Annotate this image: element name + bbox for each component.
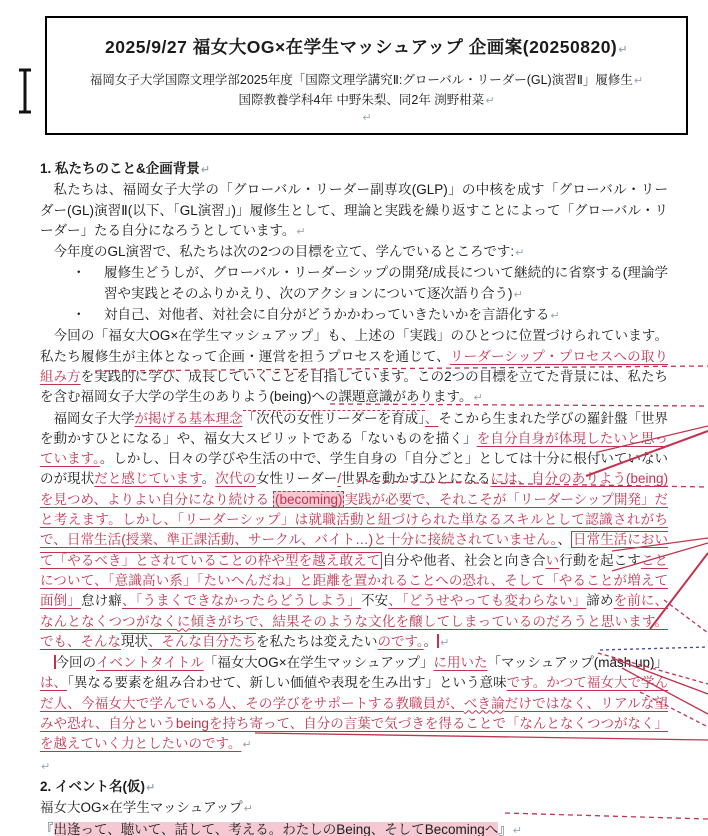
paragraph: [40, 242, 668, 263]
title-box: [45, 16, 688, 135]
inserted-text: 次代の: [215, 471, 256, 487]
inserted-text: です。かつて福女大で学んだ人、今福女大で学んでいる人、その学びをサポートする教職員が、: [40, 675, 669, 711]
paragraph-mark: ↵: [633, 75, 644, 87]
text-run: 1. 私たちのこと&企画背景: [40, 161, 200, 176]
inserted-text: に用いた: [433, 655, 488, 671]
inserted-text: が掲げる基本理念: [134, 410, 243, 426]
text-run: 対自己、対他者、対社会に自分がどうかかわっていきたいかを言語化する: [104, 307, 550, 323]
highlighted-text: (becoming): [274, 491, 343, 507]
document-body: [40, 159, 668, 836]
text-run: 諦め: [586, 593, 614, 609]
text-cursor-ibeam[interactable]: [15, 66, 35, 116]
inserted-text: だと感じています: [94, 471, 202, 487]
text-run: 福女大OG×在学生マッシュアップ: [40, 800, 243, 816]
boxed-revision-text: 日常生活において「やるべき」とされていることの枠や型を越え敢えて: [40, 532, 669, 568]
paragraph-mark: ↵: [146, 781, 156, 794]
text-run: 自分や他者、社会と向き合: [382, 552, 546, 568]
text-run: 行動を起こす: [559, 552, 641, 568]
paragraph: [40, 409, 668, 654]
text-run: 不安: [360, 593, 389, 609]
inserted-text: には、自分のありよう(being)を見つめ、よりよい自分になり続ける: [40, 471, 669, 507]
text-run: 女性リーダー: [255, 471, 338, 487]
inserted-text: 、そんな自分たち: [148, 633, 256, 649]
paragraph-mark: ↵: [296, 225, 306, 238]
inserted-text: べき論: [463, 695, 505, 711]
paragraph-mark: ↵: [513, 288, 523, 301]
paragraph-mark: ↵: [242, 739, 252, 752]
paragraph: [53, 111, 680, 131]
inserted-text: /: [337, 471, 342, 487]
text-run: 現状: [121, 633, 148, 649]
bullet-marker: ・: [72, 265, 86, 281]
inserted-text: のです。: [377, 633, 424, 649]
text-run: そこから生まれた学びの羅針盤「世界を動かすひとになる」や、福女大スピリットである「ないものを描く」: [40, 410, 669, 446]
text-run: 怠け癖: [80, 593, 122, 609]
text-run: 福岡女子大学国際文理学部2025年度「国際文理学講究Ⅱ:グローバル・リーダー(GL)演習Ⅱ」履修生: [89, 73, 633, 87]
paragraph-mark: ↵: [41, 760, 51, 773]
text-run: 「マッシュアップ(mash up)」: [487, 655, 669, 671]
paragraph: [40, 180, 668, 242]
inserted-text: を前に、なんとなくつつがなく: [40, 593, 669, 629]
text-run: 。: [423, 633, 438, 649]
paragraph-mark: ↵: [473, 392, 483, 405]
text-run: 今回の: [55, 655, 97, 671]
paragraph: [53, 91, 680, 111]
paragraph: [53, 34, 680, 59]
paragraph-mark: ↵: [200, 164, 210, 176]
text-run: 『: [40, 821, 54, 836]
paragraph-mark: ↵: [618, 44, 628, 56]
text-run: 世界を動かすひとになる: [341, 471, 491, 487]
text-run: 。: [201, 471, 216, 487]
inserted-text: は、: [40, 675, 68, 691]
inserted-text: 、: [424, 410, 439, 426]
paragraph-mark: ↵: [512, 824, 522, 836]
text-run: 』: [498, 821, 512, 836]
inserted-text: 傾きがちで、結果そのような文化を醸してしまっているのだろうと思います。でも、そんな: [40, 613, 669, 649]
paragraph-mark: ↵: [362, 112, 372, 124]
paragraph: [40, 305, 668, 326]
paragraph: [40, 653, 668, 755]
highlighted-text: 出逢って、聴いて、話して、考える。わたしのBeing、そしてBecomingへ: [53, 821, 499, 836]
bullet-text: [104, 265, 668, 300]
paragraph-mark: ↵: [243, 803, 253, 816]
text-run: 履修生どうしが、グローバル・リーダーシップの開発/成長について継続的に省察する(理論学習や実践とそのふりかえり、次のアクションについて逐次語り合う): [104, 265, 668, 301]
text-run: 「次代の女性リーダーを育成」: [242, 410, 425, 426]
inserted-text: リーダーシップ・プロセスへの取り組み方: [40, 348, 668, 384]
paragraph: [53, 71, 680, 91]
inserted-text: ことについて、「意識高い系」「たいへんだね」と距離を置かれることへの恐れ、そして「やることが増えて面倒」: [40, 552, 669, 609]
paragraph: [40, 326, 668, 408]
inserted-text: だけではなく、リアルな望みや恐れ、自分というbeingを持ち寄って、自分の言葉で気づきを得ることで「なんとなくつつがなく」を越えていく力としたいのです。: [40, 695, 668, 752]
paragraph: [40, 820, 668, 836]
inserted-text: い: [545, 552, 560, 568]
section-heading: [40, 777, 668, 798]
text-run: 今回の「福女大OG×在学生マッシュアップ」も、上述の「実践」のひとつに位置づけられています。私たち履修生が主体となって企画・運営を担うプロセスを通じて、: [40, 328, 668, 364]
paragraph-mark: ↵: [550, 310, 560, 323]
paragraph: [40, 798, 668, 819]
paragraph: [40, 756, 668, 777]
paragraph-mark: ↵: [485, 95, 495, 107]
bullet-text: [104, 307, 560, 322]
paragraph-mark: ↵: [440, 636, 450, 649]
bullet-marker: ・: [72, 307, 86, 323]
inserted-text: を自分自身が体現したいと思っています。: [40, 430, 668, 467]
text-run: 2. イベント名(仮): [40, 778, 146, 794]
inserted-text: 実践が必要で、それこそが「リーダーシップ開発」だと考えます。しかし、「リーダーシップ」は就職活動と紐づけられた単なるスキルとして認識されがちで、日常生活(授業、準正課活動、サークル、バイト…)と十分に接続されていません。: [40, 491, 668, 548]
text-run: 、: [557, 532, 572, 548]
inserted-text: イベントタイトル: [96, 655, 204, 671]
text-run: 2025/9/27 福女大OG×在学生マッシュアップ 企画案(20250820): [105, 37, 618, 57]
text-run: 。しかし、日々の学びや生活の中で、学生自身の「自分ごと」としては十分に根付いていないのが現状: [40, 451, 668, 487]
paragraph-mark: ↵: [515, 247, 525, 260]
text-run: を私たちは変えたい: [256, 633, 378, 649]
inserted-text: に: [176, 613, 191, 629]
text-run: 今年度のGL演習で、私たちは次の2つの目標を立て、学んでいるところです:: [53, 244, 515, 260]
section-heading: [40, 159, 668, 180]
text-run: 「福女大OG×在学生マッシュアップ」: [203, 655, 434, 671]
inserted-text: 、「どうせやっても変わらない」: [388, 593, 587, 609]
text-run: 福岡女子大学: [53, 410, 135, 426]
text-run: を実践的に学び、成長していくことを目指しています。この2つの目標を立てた背景には、私たちを含む福岡女子大学の学生のありよう(being)への課題意識があります。: [40, 368, 669, 405]
paragraph: [40, 263, 668, 305]
inserted-text: 、「うまくできなかったらどうしよう」: [121, 593, 361, 609]
text-run: 国際教養学科4年 中野朱梨、同2年 渕野柑菜: [238, 93, 485, 107]
text-run: 私たちは、福岡女子大学の「グローバル・リーダー副専攻(GLP)」の中核を成す「グローバル・リーダー(GL)演習Ⅱ(以下、「GL演習」)」履修生として、理論と実践を繰り返すことによって「グローバル・リーダー」たる自分になろうとしています。: [40, 182, 668, 238]
text-run: 「異なる要素を組み合わせて、新しい価値や表現を生み出す」という意味: [67, 675, 507, 691]
